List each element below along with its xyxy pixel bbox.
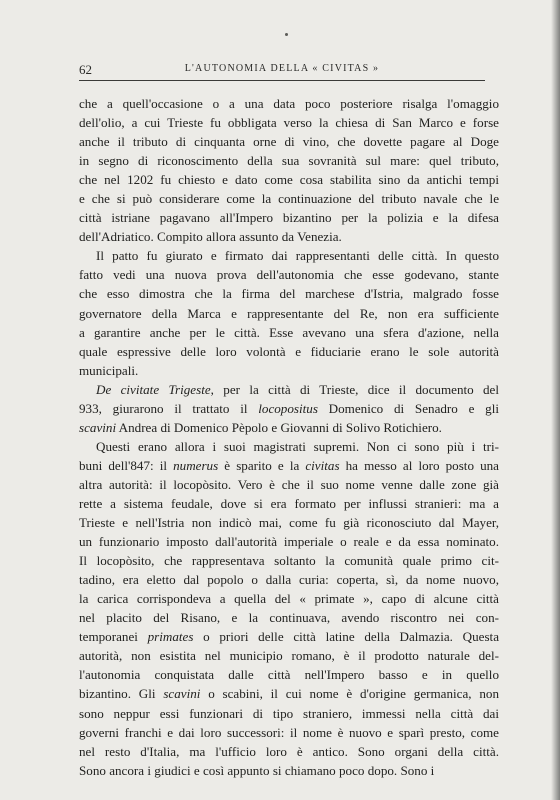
text-line: e che si può considerare come la continuazione del tributo navale che le [79, 191, 499, 207]
text-line: rette a sistema feudale, dove si era formato per influssi stranieri: ma a [79, 495, 499, 511]
page-edge-shadow [551, 0, 560, 800]
text-line: temporanei primates o priori delle città latine della Dalmazia. Questa [79, 629, 499, 645]
text-line: Sono ancora i giudici e così appunto si chiamano poco dopo. Sono i [79, 762, 435, 778]
text-line: fatto vedi una nuova prova dell'autonomia che esse godevano, stante [79, 267, 499, 283]
text-line: buni dell'847: il numerus è sparito e la civitas ha messo al loro posto una [79, 457, 499, 473]
text-line: tadino, era eletto dal popolo o dalla curia: coperta, sì, da nome nuovo, [79, 572, 499, 588]
text-line: governi franchi e dai loro successori: il nome è nuovo e sparì presto, come [79, 724, 499, 740]
text-line: municipali. [79, 362, 139, 378]
text-line: Trieste e nell'Istria non indicò mai, come fu già riconosciuto dal Mayer, [79, 515, 499, 531]
text-line: anche il tributo di cinquanta orne di vino, che dovette pagare al Doge [79, 134, 499, 150]
text-line: bizantino. Gli scavini o scabini, il cui nome è d'origine germanica, non [79, 686, 499, 702]
header-rule [79, 80, 485, 81]
text-line: un funzionario imposto dall'autorità imperiale o reale e da essa nominato. [79, 534, 499, 550]
text-line: quale espressive delle loro volontà e fiduciarie erano le sole autorità [79, 343, 499, 359]
text-line: governatore della Marca e rappresentante del Re, non era sufficiente [79, 305, 499, 321]
text-line: scavini Andrea di Domenico Pèpolo e Giovanni di Solivo Rotichiero. [79, 419, 442, 435]
text-line: autorità, non esistita nel municipio romano, è il prodotto naturale del- [79, 648, 499, 664]
page-header [79, 58, 485, 78]
text-line: l'autonomia conquistata dalle città nell'Impero basso e in quello [79, 667, 499, 683]
text-line: nel resto d'Italia, ma l'ufficio loro è antico. Sono organi della città. [79, 743, 499, 759]
text-line: nel placito del Risano, e la continuava, avendo riscontro nei con- [79, 610, 499, 626]
text-line: in segno di riconoscimento della sua sovranità sul mare: quel tributo, [79, 153, 499, 169]
text-line: a garantire anche per le città. Esse avevano una sfera d'azione, nella [79, 324, 499, 340]
running-title: L'AUTONOMIA DELLA « CIVITAS » [184, 63, 380, 74]
text-line: Il patto fu giurato e firmato dai rappresentanti delle città. In questo [96, 248, 499, 264]
text-line: Il locopòsito, che rappresentava soltanto la comunità quale primo cit- [79, 553, 499, 569]
text-line: De civitate Trigeste, per la città di Trieste, dice il documento del [96, 381, 499, 397]
text-line: che esso dimostra che la firma del marchese d'Istria, malgrado fosse [79, 286, 499, 302]
text-line: dell'olio, a cui Trieste fu obbligata verso la chiesa di San Marco e forse [79, 115, 499, 131]
text-line: città istriane pagavano all'Impero bizantino per la polizia e la difesa [79, 210, 499, 226]
text-line: dell'Adriatico. Compito allora assunto da Venezia. [79, 229, 342, 245]
text-line: 933, giurarono il trattato il locopositus Domenico di Senadro e gli [79, 400, 499, 416]
text-line: sono neppur essi funzionari di tipo straniero, immessi nella città dai [79, 705, 499, 721]
text-line: altra autorità: il locopòsito. Vero è che il suo nome venne dalle zone già [79, 476, 499, 492]
text-line: che nel 1202 fu chiesto e dato come cosa stabilita sino da antichi tempi [79, 172, 499, 188]
text-line: la carica corrispondeva a quella del « primate », capo di alcune città [79, 591, 499, 607]
body-text [79, 94, 499, 780]
page-number: 62 [79, 62, 92, 77]
print-speck [285, 33, 288, 36]
text-line: Questi erano allora i suoi magistrati supremi. Non ci sono più i tri- [96, 438, 499, 454]
text-line: che a quell'occasione o a una data poco posteriore risalga l'omaggio [79, 96, 499, 111]
